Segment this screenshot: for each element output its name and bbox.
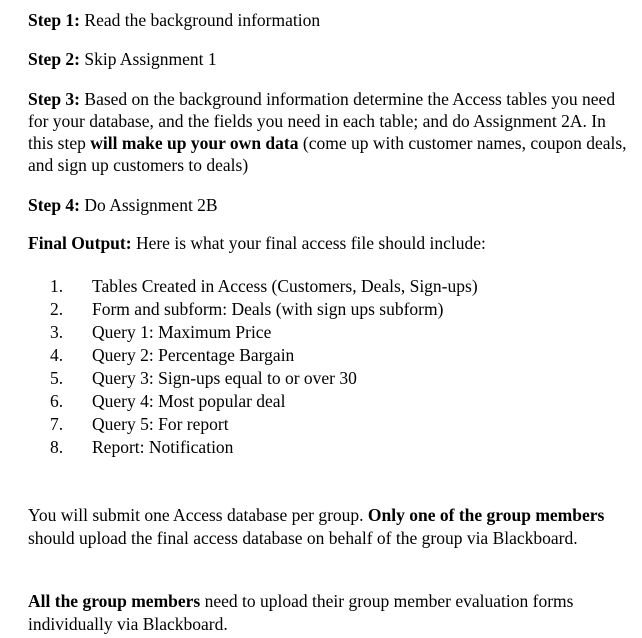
- submission-text: You will submit one Access database per group.: [28, 505, 368, 525]
- step-3-label: Step 3:: [28, 89, 81, 109]
- step-2-text: Skip Assignment 1: [80, 49, 217, 69]
- list-item-text: Query 1: Maximum Price: [92, 322, 272, 342]
- final-output-text: Here is what your final access file should include:: [131, 233, 486, 253]
- list-item: [50, 275, 630, 298]
- final-output-label: Final Output:: [28, 233, 132, 253]
- list-item-number: 7.: [50, 414, 64, 434]
- list-item-text: Report: Notification: [92, 437, 234, 457]
- step-2-label: Step 2:: [28, 49, 81, 69]
- list-item-number: 1.: [50, 276, 64, 296]
- list-item-text: Tables Created in Access (Customers, Deals, Sign-ups): [92, 276, 478, 296]
- step-2: [28, 48, 628, 70]
- list-item-number: 5.: [50, 368, 64, 388]
- list-item-number: 6.: [50, 391, 64, 411]
- list-item: [50, 344, 630, 367]
- list-item-text: Query 2: Percentage Bargain: [92, 345, 295, 365]
- step-4: [28, 194, 628, 216]
- list-item-number: 2.: [50, 299, 64, 319]
- step-4-label: Step 4:: [28, 195, 81, 215]
- list-item-text: Query 3: Sign-ups equal to or over 30: [92, 368, 357, 388]
- evaluation-emphasis: All the group members: [28, 591, 201, 611]
- list-item: [50, 436, 630, 459]
- step-4-text: Do Assignment 2B: [80, 195, 218, 215]
- step-3: [28, 88, 628, 176]
- list-item: [50, 390, 630, 413]
- submission-text-end: should upload the final access database on behalf of the group via Blackboard.: [28, 528, 578, 548]
- evaluation-text: need to upload their group member evaluation forms individually via Blackboard.: [28, 591, 574, 634]
- list-item-number: 3.: [50, 322, 64, 342]
- evaluation-note: [28, 590, 628, 636]
- submission-emphasis: Only one of the group members: [367, 505, 605, 525]
- list-item-text: Query 5: For report: [92, 414, 229, 434]
- list-item: [50, 321, 630, 344]
- step-3-text-end: (come up with customer names, coupon deals, and sign up customers to deals): [28, 133, 627, 175]
- step-1-label: Step 1:: [28, 10, 81, 30]
- submission-note: [28, 504, 628, 550]
- step-3-emphasis: will make up your own data: [90, 133, 299, 153]
- list-item: [50, 413, 630, 436]
- list-item-text: Query 4: Most popular deal: [92, 391, 286, 411]
- list-item-number: 4.: [50, 345, 64, 365]
- list-item: [50, 367, 630, 390]
- list-item-number: 8.: [50, 437, 64, 457]
- list-item: [50, 298, 630, 321]
- step-1: [28, 9, 628, 31]
- final-output-heading: [28, 232, 628, 254]
- step-3-text: Based on the background information determine the Access tables you need for your database, and the fields you need in each table; and do Assignment 2A. In this step: [28, 89, 616, 153]
- list-item-text: Form and subform: Deals (with sign ups subform): [92, 299, 444, 319]
- step-1-text: Read the background information: [80, 10, 321, 30]
